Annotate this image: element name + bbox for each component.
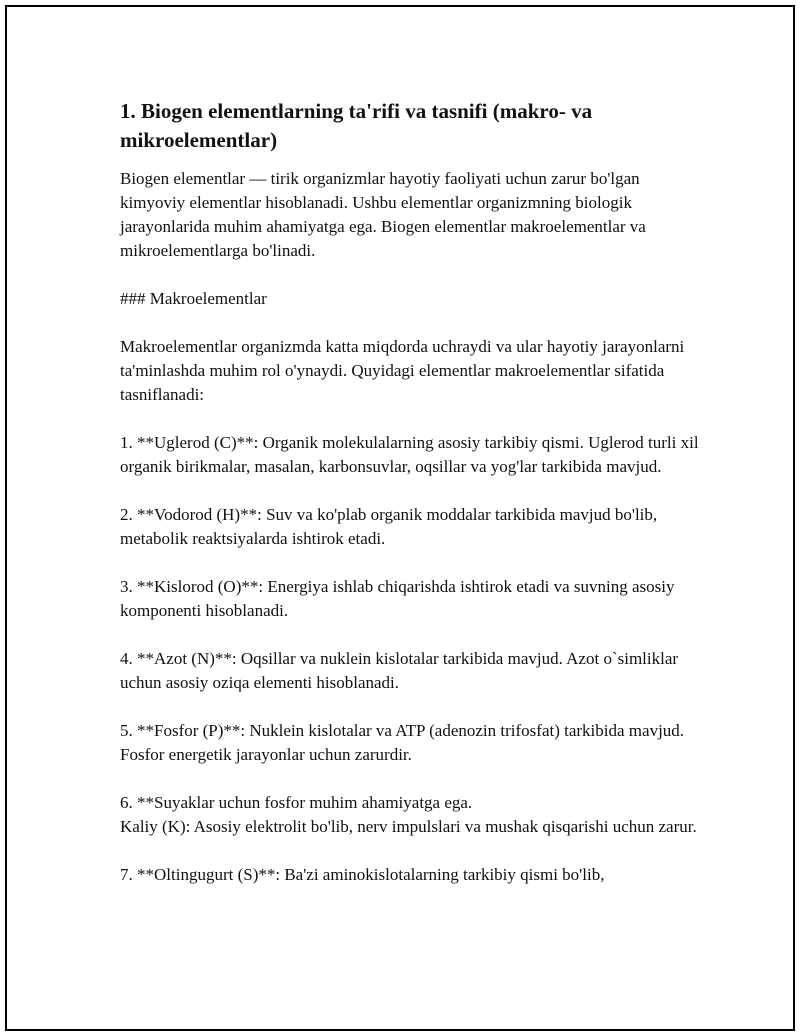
list-item-vodorod: 2. **Vodorod (H)**: Suv va ko'plab organik moddalar tarkibida mavjud bo'lib, metabolik reaktsiyalarda ishtirok etadi. [120, 505, 658, 548]
intro-paragraph: Biogen elementlar — tirik organizmlar hayotiy faoliyati uchun zarur bo'lgan kimyoviy elementlar hisoblanadi. Ushbu elementlar organizmning biologik jarayonlarida muhim ahamiyatga ega. Biogen elementlar makroelementlar va mikroelementlarga bo'linadi. [120, 169, 646, 260]
list-item-suyaklar-kaliy: 6. **Suyaklar uchun fosfor muhim ahamiyatga ega. Kaliy (K): Asosiy elektrolit bo'lib, nerv impulslari va mushak qisqarishi uchun zarur. [120, 793, 697, 836]
document-body [120, 97, 700, 911]
list-item-uglerod: 1. **Uglerod (C)**: Organik molekulalarning asosiy tarkibiy qismi. Uglerod turli xil organik birikmalar, masalan, karbonsuvlar, oqsillar va yog'lar tarkibida mavjud. [120, 433, 699, 476]
list-item-kislorod: 3. **Kislorod (O)**: Energiya ishlab chiqarishda ishtirok etadi va suvning asosiy komponenti hisoblanadi. [120, 577, 675, 620]
subheading-makroelementlar: ### Makroelementlar [120, 289, 267, 308]
list-item-oltingugurt: 7. **Oltingugurt (S)**: Ba'zi aminokislotalarning tarkibiy qismi bo'lib, [120, 865, 605, 884]
makro-intro-paragraph: Makroelementlar organizmda katta miqdorda uchraydi va ular hayotiy jarayonlarni ta'minlashda muhim rol o'ynaydi. Quyidagi elementlar makroelementlar sifatida tasniflanadi: [120, 337, 685, 404]
document-page [5, 5, 795, 1031]
list-item-azot: 4. **Azot (N)**: Oqsillar va nuklein kislotalar tarkibida mavjud. Azot o`simliklar uchun asosiy oziqa elementi hisoblanadi. [120, 649, 679, 692]
list-item-fosfor: 5. **Fosfor (P)**: Nuklein kislotalar va ATP (adenozin trifosfat) tarkibida mavjud. Fosfor energetik jarayonlar uchun zarurdir. [120, 721, 685, 764]
section-heading: 1. Biogen elementlarning ta'rifi va tasnifi (makro- va mikroelementlar) [120, 99, 593, 152]
